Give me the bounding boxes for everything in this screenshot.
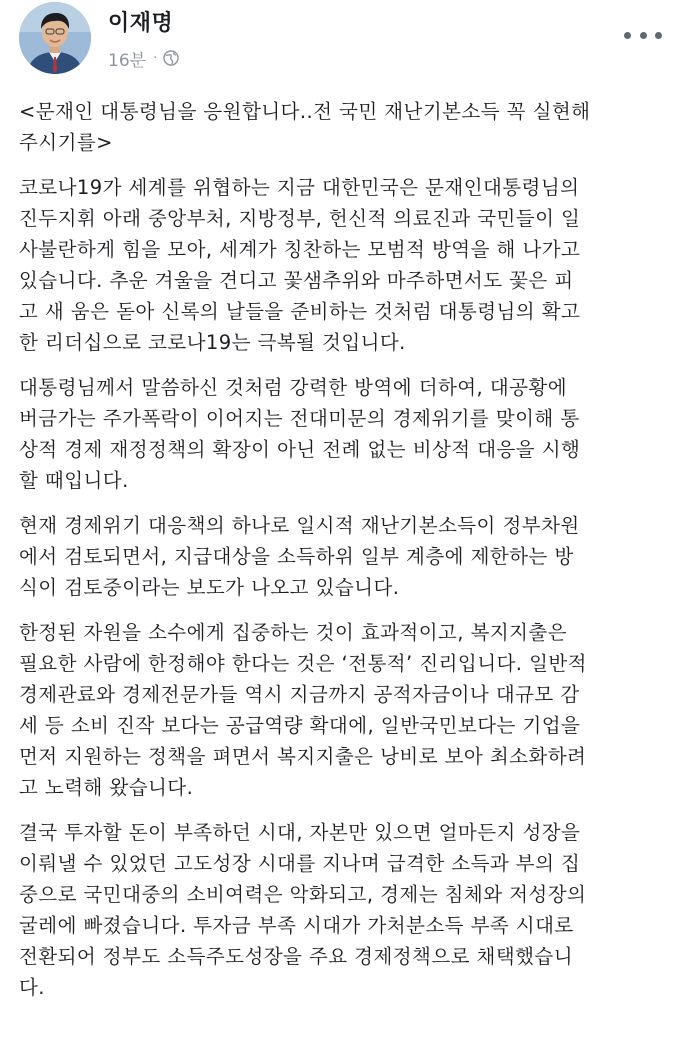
paragraph-line: 고 새 움은 돋아 신록의 날들을 준비하는 것처럼 대통령님의 확고 <box>19 300 581 323</box>
paragraph-line: 중으로 국민대중의 소비여력은 악화되고, 경제는 침체와 저성장의 <box>19 883 587 906</box>
paragraph-line: 이뤄낼 수 있었던 고도성장 시대를 지나며 급격한 소득과 부의 집 <box>19 852 581 875</box>
paragraph-line: 코로나19가 세계를 위협하는 지금 대한민국은 문재인대통령님의 <box>19 176 580 199</box>
paragraph-line: 식이 검토중이라는 보도가 나오고 있습니다. <box>19 576 400 599</box>
paragraph-line: 전환되어 정부도 소득주도성장을 주요 경제정책으로 채택했습니 <box>19 945 573 968</box>
post-paragraph <box>19 172 663 358</box>
paragraph-line: 필요한 사람에 한정해야 한다는 것은 ‘전통적’ 진리입니다. 일반적 <box>19 652 587 675</box>
paragraph-line: 대통령님께서 말씀하신 것처럼 강력한 방역에 더하여, 대공황에 <box>19 376 568 399</box>
paragraph-line: 경제관료와 경제전문가들 역시 지금까지 공적자금이나 대규모 감 <box>19 683 580 706</box>
more-dot <box>624 32 631 39</box>
paragraph-line: 에서 검토되면서, 지급대상을 소득하위 일부 계층에 제한하는 방 <box>19 545 574 568</box>
paragraph-line: 세 등 소비 진작 보다는 공급역량 확대에, 일반국민보다는 기업을 <box>19 714 581 737</box>
avatar-portrait <box>19 2 91 74</box>
paragraph-line: 한정된 자원을 소수에게 집중하는 것이 효과적이고, 복지지출은 <box>19 621 568 644</box>
paragraph-line: 상적 경제 재정정책의 확장이 아닌 전례 없는 비상적 대응을 시행 <box>19 438 581 461</box>
paragraph-line: 다. <box>19 976 45 999</box>
paragraph-line: 있습니다. 추운 겨울을 견디고 꽃샘추위와 마주하면서도 꽃은 피 <box>19 269 574 292</box>
post-paragraph <box>19 510 663 603</box>
author-name[interactable]: 이재명 <box>108 11 174 36</box>
paragraph-line: 사불란하게 힘을 모아, 세계가 칭찬하는 모범적 방역을 해 나가고 <box>19 238 581 261</box>
paragraph-line: <문재인 대통령님을 응원합니다..전 국민 재난기본소득 꼭 실현해 <box>19 100 591 123</box>
post-header <box>0 0 680 86</box>
post-paragraph <box>19 96 663 158</box>
paragraph-line: 주시기를> <box>19 131 113 154</box>
paragraph-line: 결국 투자할 돈이 부족하던 시대, 자본만 있으면 얼마든지 성장을 <box>19 821 581 844</box>
post-paragraph <box>19 817 663 1003</box>
post-body <box>19 96 663 1017</box>
meta-separator-dot: · <box>153 50 158 66</box>
paragraph-line: 버금가는 주가폭락이 이어지는 전대미문의 경제위기를 맞이해 통 <box>19 407 580 430</box>
paragraph-line: 진두지휘 아래 중앙부처, 지방정부, 헌신적 의료진과 국민들이 일 <box>19 207 581 230</box>
post-paragraph <box>19 617 663 803</box>
globe-icon[interactable] <box>163 50 179 66</box>
more-dot <box>640 32 647 39</box>
post-timestamp[interactable]: 16분 <box>108 50 147 71</box>
paragraph-line: 할 때입니다. <box>19 469 129 492</box>
paragraph-line: 먼저 지원하는 정책을 펴면서 복지지출은 낭비로 보아 최소화하려 <box>19 745 587 768</box>
paragraph-line: 현재 경제위기 대응책의 하나로 일시적 재난기본소득이 정부차원 <box>19 514 580 537</box>
paragraph-line: 한 리더십으로 코로나19는 극복될 것입니다. <box>19 331 406 354</box>
post-paragraph <box>19 372 663 496</box>
more-options-icon[interactable] <box>624 22 662 48</box>
author-avatar[interactable] <box>19 2 91 74</box>
more-dot <box>655 32 662 39</box>
paragraph-line: 고 노력해 왔습니다. <box>19 776 194 799</box>
paragraph-line: 굴레에 빠졌습니다. 투자금 부족 시대가 가처분소득 부족 시대로 <box>19 914 574 937</box>
post-meta <box>108 46 179 70</box>
